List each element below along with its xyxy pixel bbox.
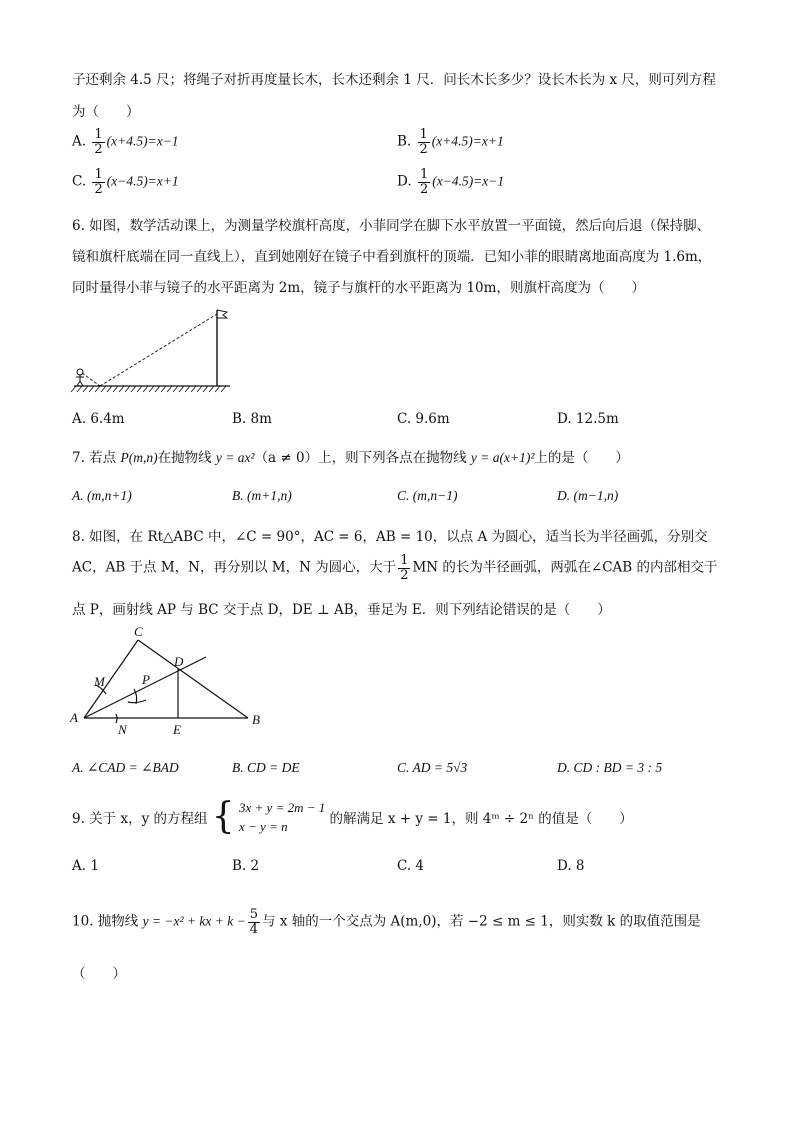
q10-text-line2: （ ） <box>72 966 126 982</box>
q8-text-line2: AC，AB 于点 M，N，再分别以 M，N 为圆心，大于 $\frac{1}{2}$ MN 的长为半径画弧，两弧在∠CAB 的内部相交于 <box>72 553 718 583</box>
q8-text-line1: 8. 如图，在 Rt△ABC 中，∠C = 90°，AC = 6，AB = 10，以点 A 为圆心，适当长为半径画弧，分别交 <box>72 529 708 545</box>
q7-option-d: D. (m−1,n) <box>557 488 619 503</box>
q6-flagpole-figure <box>70 300 240 400</box>
q6-option-d: D. 12.5m <box>557 411 619 427</box>
q8-text-line3: 点 P，画射线 AP 与 BC 交于点 D，DE ⊥ AB，垂足为 E．则下列结论错误的是（ ） <box>72 602 611 618</box>
q8-option-d: D. CD : BD = 3 : 5 <box>557 760 663 775</box>
q6-text-line2: 镜和旗杆底端在同一直线上），直到她刚好在镜子中看到旗杆的顶端．已知小菲的眼睛离地面高度为 1.6m， <box>72 249 712 265</box>
q6-option-c: C. 9.6m <box>397 411 450 427</box>
q7-stem: 7. 若点 P(m,n)在抛物线 y = ax²（a ≠ 0）上，则下列各点在抛物线 y = a(x+1)²上的是（ ） <box>72 450 629 466</box>
q10-stem: 10. 抛物线 y = −x² + kx + k − $\frac{5}{4}$ 与 x 轴的一个交点为 A(m,0)，若 −2 ≤ m ≤ 1，则实数 k 的取值范围是 <box>72 907 701 937</box>
q5-text-line2: 为（ ） <box>72 104 140 120</box>
q8-label-d: D <box>174 654 184 669</box>
q8-option-c: C. AD = 5√3 <box>397 760 468 775</box>
q8-label-c: C <box>134 624 143 639</box>
q8-label-n: N <box>118 722 127 737</box>
q5-option-d: D. $\frac{1}{2}$ (x−4.5)=x−1 <box>397 167 505 197</box>
q9-eq2: x − y = n <box>239 819 288 834</box>
q9-stem: 9. 关于 x，y 的方程组 { 3x + y = 2m − 1 x − y = n 的解满足 x + y = 1，则 4ᵐ ÷ 2ⁿ 的值是（ ） <box>72 796 633 837</box>
q6-text-line3: 同时量得小菲与镜子的水平距离为 2m，镜子与旗杆的水平距离为 10m，则旗杆高度为（ ） <box>72 280 645 296</box>
q6-option-b: B. 8m <box>232 411 272 427</box>
q5-option-c: C. $\frac{1}{2}$ (x−4.5)=x+1 <box>72 167 179 197</box>
q7-option-b: B. (m+1,n) <box>232 488 292 503</box>
q5-option-a: A. $\frac{1}{2}$ (x+4.5)=x−1 <box>72 127 179 157</box>
q9-eq1: 3x + y = 2m − 1 <box>239 800 326 815</box>
q9-option-c: C. 4 <box>397 858 425 874</box>
q8-label-b: B <box>252 712 260 727</box>
q6-option-a: A. 6.4m <box>72 411 125 427</box>
q8-label-e: E <box>173 722 181 737</box>
q9-option-b: B. 2 <box>232 858 260 874</box>
q5-option-b: B. $\frac{1}{2}$ (x+4.5)=x+1 <box>397 127 504 157</box>
q8-label-p: P <box>142 672 150 687</box>
q9-option-d: D. 8 <box>557 858 585 874</box>
q7-option-c: C. (m,n−1) <box>397 488 458 503</box>
q8-option-a: A. ∠CAD = ∠BAD <box>72 760 179 775</box>
q5-text-line1: 子还剩余 4.5 尺；将绳子对折再度量长木，长木还剩余 1 尺．问长木长多少？设长木长为 x 尺，则可列方程 <box>72 72 716 88</box>
q7-option-a: A. (m,n+1) <box>72 488 132 503</box>
q8-triangle-figure <box>66 622 276 742</box>
q8-option-b: B. CD = DE <box>232 760 300 775</box>
q8-label-m: M <box>94 674 105 689</box>
q6-text-line1: 6. 如图，数学活动课上，为测量学校旗杆高度，小菲同学在脚下水平放置一平面镜，然后向后退（保持脚、 <box>72 218 711 234</box>
q9-option-a: A. 1 <box>72 858 99 874</box>
q8-label-a: A <box>70 710 78 725</box>
